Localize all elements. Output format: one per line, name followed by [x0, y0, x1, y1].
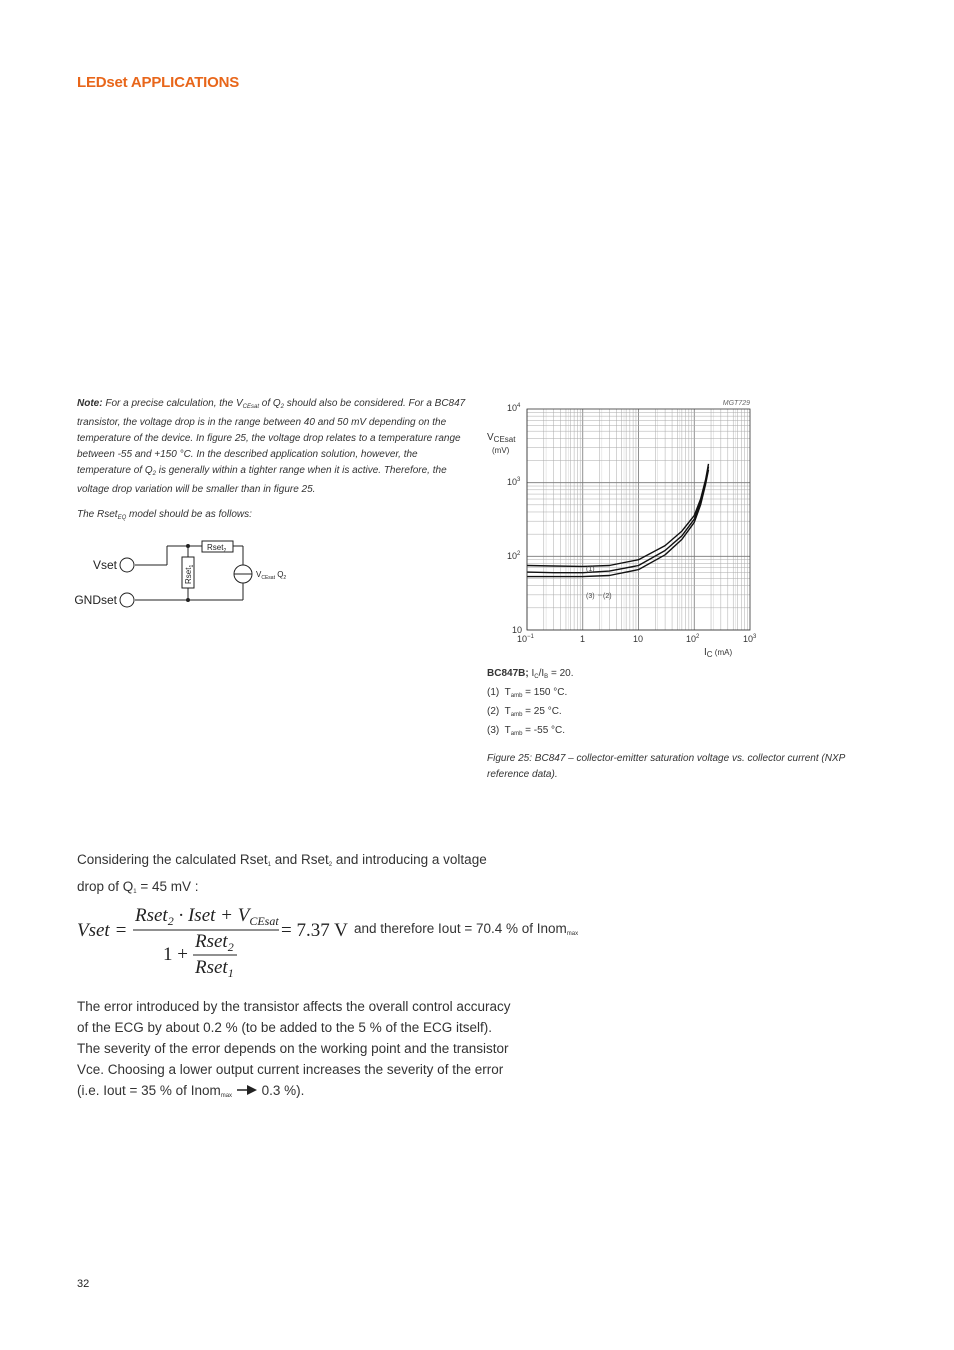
page-number: 32 [77, 1278, 90, 1290]
note-sub: 2 [280, 404, 285, 410]
series-line-1 [527, 464, 709, 567]
x-tick-label: 10 [633, 634, 644, 644]
formula-lhs: Vset = [77, 920, 128, 941]
legend-model: BC847B; [487, 668, 529, 679]
section-title: LEDset APPLICATIONS [77, 74, 240, 91]
formula-denominator-one: 1 + [163, 944, 188, 965]
rseteq-label [77, 509, 252, 521]
y-tick-label: $10^3$ [507, 477, 521, 487]
legend-item: (2) $T_{amb} = 25$ °C. [487, 706, 562, 718]
rseteq-sub: EQ [117, 515, 127, 521]
legend-model-line: BC847B; $I_C/I_B = 20$. [487, 668, 574, 680]
note-label: Note: [77, 398, 103, 409]
rset1-label: Rset$_1$ [184, 564, 195, 584]
figure-caption: Figure 25: BC847 – collector-emitter saturation voltage vs. collector current (NXP reference data). [487, 753, 845, 780]
x-tick-label: $10^{-1}$ [517, 634, 534, 644]
x-tick-label: 1 [580, 634, 586, 644]
junction-dot [186, 544, 190, 548]
vcesat-chart [482, 392, 767, 664]
rseteq-text: The Rset [77, 509, 118, 520]
rseteq-text: model should be as follows: [126, 509, 252, 520]
formula-result: = 7.37 V [281, 920, 348, 941]
x-axis-label: $I_C$ $^{(mA)}$ [704, 647, 733, 659]
vset-terminal [120, 558, 134, 572]
gndset-label: GNDset [74, 593, 117, 607]
intro-paragraph: Considering the calculated Rset$_1$ and Rset$_2$ and introducing a voltage drop of $Q_1 = 45$ mV : [77, 852, 487, 895]
note-sub: 2 [152, 471, 156, 477]
y-axis-label: $V_{CEsat}$ [487, 432, 516, 444]
y-tick-label: $10^4$ [507, 403, 521, 413]
x-tick-label: $10^2$ [686, 634, 700, 644]
rseteq-circuit-diagram [70, 535, 310, 615]
formula-denominator-bottom: Rset$_1$ [195, 957, 234, 980]
arrow-right-icon [236, 1085, 258, 1095]
series-label-3: (3) [586, 593, 595, 600]
junction-dot [186, 598, 190, 602]
formula-denominator-top: Rset$_2$ [195, 931, 234, 954]
note-sub: CEsat [242, 404, 259, 410]
formula-tail: and therefore Iout = 70.4 % of Inom$_{max}$ [354, 921, 579, 937]
legend-item: (3) $T_{amb} = -55$ °C. [487, 725, 566, 737]
formula-numerator: Rset$_2$ · Iset + $V_{CEsat}$ [135, 905, 279, 928]
chart-grid [527, 409, 750, 630]
vset-label: Vset [92, 558, 117, 572]
chart-legend [487, 666, 573, 742]
note-paragraph [77, 396, 472, 498]
note-text: is generally within a tighter range when it is active. Therefore, the voltage drop variation will be smaller than in figure 25. [77, 465, 447, 495]
y-tick-label: 10 [512, 625, 523, 635]
note-text: For a precise calculation, the V [102, 398, 243, 409]
legend-item: (1) $T_{amb} = 150$ °C. [487, 687, 568, 699]
series-line-3 [527, 470, 709, 577]
series-label-2: (2) [603, 593, 612, 600]
vcesat-label: $V_{CEsat}$ $Q_2$ [256, 570, 287, 581]
gndset-terminal [120, 593, 134, 607]
rset2-label: Rset$_2$ [207, 543, 227, 554]
y-axis-unit: (mV) [492, 446, 510, 455]
series-label-1: (1) [586, 566, 595, 573]
chart-code: MGT729 [722, 400, 750, 407]
vset-formula [77, 897, 352, 987]
note-text: of Q [258, 398, 281, 409]
y-tick-label: $10^2$ [507, 551, 521, 561]
note-text: should also be considered. For a BC847 transistor, the voltage drop is in the range between 40 and 50 mV depending on the temperature of the device. In figure 25, the voltage drop relates to a temperature range between -55 and +150 °C. In the described application solution, however, the temperature of Q [77, 398, 466, 476]
body-paragraph: The error introduced by the transistor affects the overall control accuracy of the ECG by about 0.2 % (to be added to the 5 % of the ECG itself). The severity of the error depends on the working point and the transistor Vce. Choosing a lower output current increases the severity of the error (i.e. Iout = 35 % of Inom$_{max}$ 0.3 %). [77, 999, 511, 1099]
x-tick-label: $10^3$ [743, 634, 757, 644]
